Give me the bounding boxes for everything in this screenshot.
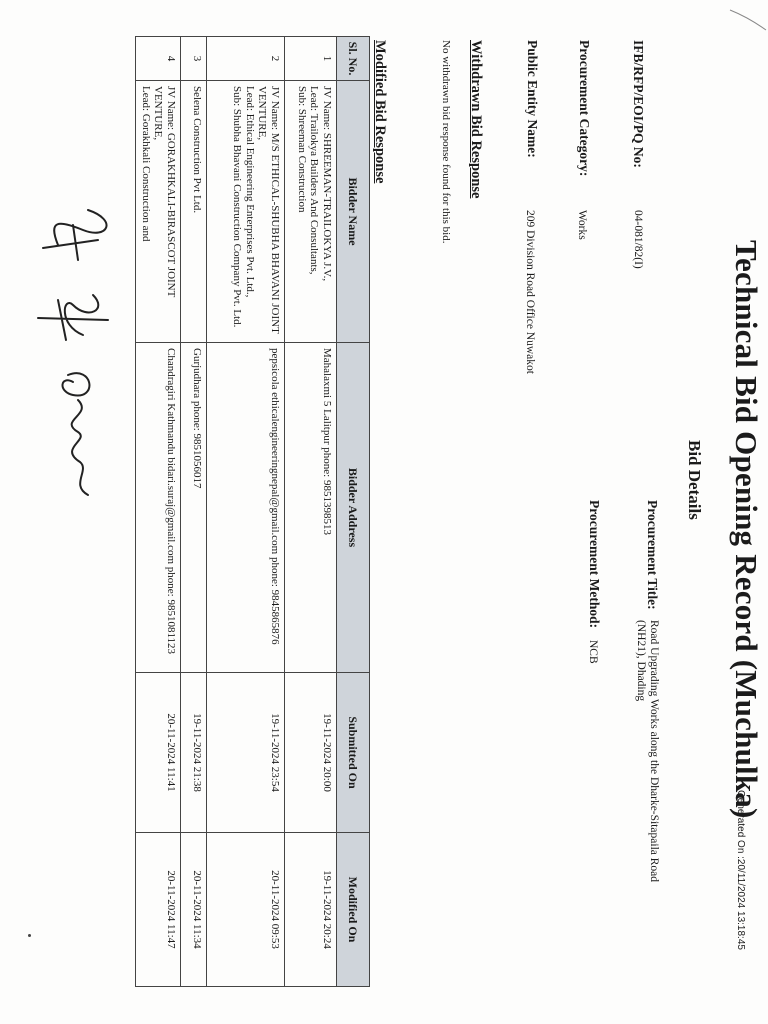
procurement-category-value: Works (576, 210, 588, 240)
procurement-title-label: Procurement Title: (645, 500, 660, 610)
bidder-name-line: Lead: Ethical Engineering Enterprises Pvt. Ltd., (244, 86, 256, 298)
column-header-modified-on: Modified On (337, 833, 370, 987)
signature-1 (43, 210, 107, 260)
bidder-address-cell: Mahalaxmi 5 Lalitpur phone: 9851398513 (285, 343, 337, 673)
public-entity-label: Public Entity Name: (525, 40, 540, 158)
withdrawn-heading: Withdrawn Bid Response (468, 40, 484, 199)
bidder-name-line: Selena Construction Pvt Ltd. (191, 86, 203, 214)
bidder-address-cell: Gurjudhara phone: 9851056017 (181, 343, 207, 673)
ifb-value: 04-081/82(I) (632, 210, 644, 269)
bidder-name-line: Sub: Shubha Bhavani Construction Company Pvt. Ltd. (231, 86, 244, 328)
page-title: Technical Bid Opening Record (Muchulka) (729, 240, 764, 819)
generated-on-stamp: Generated On :20/11/2024 13:18:45 (735, 790, 746, 950)
procurement-method-value: NCB (587, 640, 599, 664)
bidder-name-line: Lead: Trailokya Builders And Consultants, (308, 86, 321, 275)
bidder-name-line: JV Name: M/S ETHICAL-SHUBHA BHAVANI JOINT VENTURE, (256, 86, 281, 334)
bidder-name-line: JV Name: SHREEMAN-TRAILOKYA J.V., (321, 86, 333, 282)
ifb-label: IFB/RFP/EOI/PQ No: (631, 40, 646, 168)
procurement-method-label: Procurement Method: (587, 500, 602, 629)
bidder-name-cell (136, 81, 181, 343)
modified-heading: Modified Bid Response (372, 40, 388, 184)
public-entity-value: 209 Division Road Office Nuwakot (524, 210, 536, 374)
table-header-row (337, 37, 370, 987)
procurement-category-label: Procurement Category: (577, 40, 592, 177)
table-row (285, 37, 337, 987)
table-row (136, 37, 181, 987)
signature-2 (38, 295, 108, 340)
bidder-name-line: JV Name: GORAKHKALI-BIRASCOT JOINT VENTURE, (152, 86, 177, 298)
bidder-name-line: Sub: Shreeman Construction (296, 86, 308, 213)
procurement-title-value: Road Upgrading Works along the Dharke-Sitapaila Road (NH21), Dhading (635, 620, 660, 883)
bidder-name-cell (181, 81, 207, 343)
table-row (181, 37, 207, 987)
submitted-on-cell: 19-11-2024 21:38 (181, 673, 207, 833)
column-header-sl: Sl. No. (337, 37, 370, 81)
bidder-name-cell (207, 81, 285, 343)
bidder-address-cell: Chandragiri Kathmandu bidari.suraj@gmail.com phone: 9851081123 (136, 343, 181, 673)
sl-cell: 2 (207, 37, 285, 81)
submitted-on-cell: 20-11-2024 11:41 (136, 673, 181, 833)
column-header-submitted-on: Submitted On (337, 673, 370, 833)
submitted-on-cell: 19-11-2024 20:00 (285, 673, 337, 833)
withdrawn-note: No withdrawn bid response found for this bid. (440, 40, 452, 244)
submitted-on-cell: 19-11-2024 23:54 (207, 673, 285, 833)
bidder-name-line: Lead: Gorakhkali Construction and (140, 86, 152, 242)
signature-3 (62, 373, 89, 495)
column-header-bidder-name: Bidder Name (337, 81, 370, 343)
modified-on-cell: 20-11-2024 11:34 (181, 833, 207, 987)
handwritten-signatures (18, 200, 128, 500)
table-row (207, 37, 285, 987)
bid-details-heading: Bid Details (685, 440, 704, 520)
sl-cell: 4 (136, 37, 181, 81)
bidder-address-cell: pepsicola ethicalengineeringnepal@gmail.com phone: 9845865876 (207, 343, 285, 673)
modified-on-cell: 20-11-2024 09:53 (207, 833, 285, 987)
modified-on-cell: 19-11-2024 20:24 (285, 833, 337, 987)
sl-cell: 1 (285, 37, 337, 81)
bidder-name-cell (285, 81, 337, 343)
modified-bid-table (136, 36, 371, 987)
sl-cell: 3 (181, 37, 207, 81)
modified-on-cell: 20-11-2024 11:47 (136, 833, 181, 987)
column-header-bidder-address: Bidder Address (337, 343, 370, 673)
